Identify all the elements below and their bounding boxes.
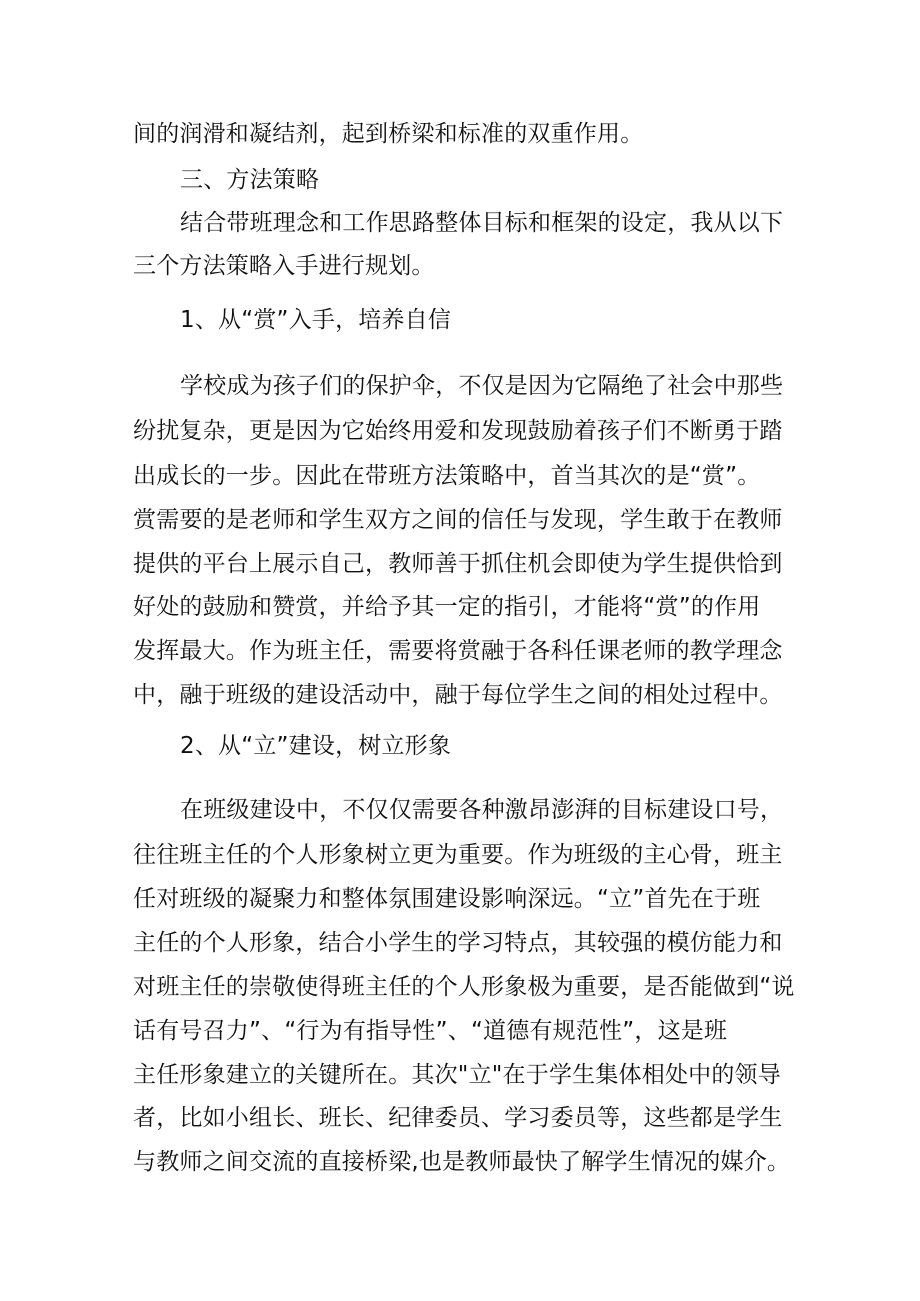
paragraph-line: 中，融于班级的建设活动中，融于每位学生之间的相处过程中。 [133, 682, 783, 708]
paragraph-line: 间的润滑和凝结剂，起到桥梁和标准的双重作用。 [133, 121, 644, 147]
paragraph-line: 与教师之间交流的直接桥梁,也是教师最快了解学生情况的媒介。 [133, 1149, 791, 1175]
paragraph-line: 结合带班理念和工作思路整体目标和框架的设定，我从以下 [180, 210, 784, 236]
subsection-heading: 2、从“立”建设，树立形象 [180, 733, 452, 759]
paragraph-line: 赏需要的是老师和学生双方之间的信任与发现，学生敢于在教师 [133, 507, 783, 533]
paragraph-line: 好处的鼓励和赞赏，并给予其一定的指引，才能将“赏”的作用 [133, 594, 761, 620]
paragraph-line: 发挥最大。作为班主任，需要将赏融于各科任课老师的教学理念 [133, 638, 783, 664]
paragraph-line: 主任的个人形象，结合小学生的学习特点，其较强的模仿能力和 [133, 930, 783, 956]
paragraph-line: 提供的平台上展示自己，教师善于抓住机会即使为学生提供恰到 [133, 551, 783, 577]
paragraph-line: 者，比如小组长、班长、纪律委员、学习委员等，这些都是学生 [133, 1105, 783, 1131]
paragraph-line: 话有号召力”、“行为有指导性”、“道德有规范性”，这是班 [133, 1018, 728, 1044]
paragraph-line: 往往班主任的个人形象树立更为重要。作为班级的主心骨，班主 [133, 842, 783, 868]
paragraph-line: 对班主任的崇敬使得班主任的个人形象极为重要，是否能做到“说 [133, 974, 795, 1000]
section-heading: 三、方法策略 [180, 167, 320, 193]
subsection-heading: 1、从“赏”入手，培养自信 [180, 307, 452, 333]
paragraph-line: 在班级建设中，不仅仅需要各种激昂澎湃的目标建设口号， [180, 797, 784, 823]
paragraph-line: 纷扰复杂，更是因为它始终用爱和发现鼓励着孩子们不断勇于踏 [133, 418, 783, 444]
paragraph-line: 出成长的一步。因此在带班方法策略中，首当其次的是“赏”。 [133, 463, 761, 489]
paragraph-line: 学校成为孩子们的保护伞，不仅是因为它隔绝了社会中那些 [180, 373, 784, 399]
paragraph-line: 主任形象建立的关键所在。其次"立"在于学生集体相处中的领导 [133, 1062, 781, 1088]
paragraph-line: 任对班级的凝聚力和整体氛围建设影响深远。“立”首先在于班 [133, 886, 761, 912]
paragraph-line: 三个方法策略入手进行规划。 [133, 253, 435, 279]
